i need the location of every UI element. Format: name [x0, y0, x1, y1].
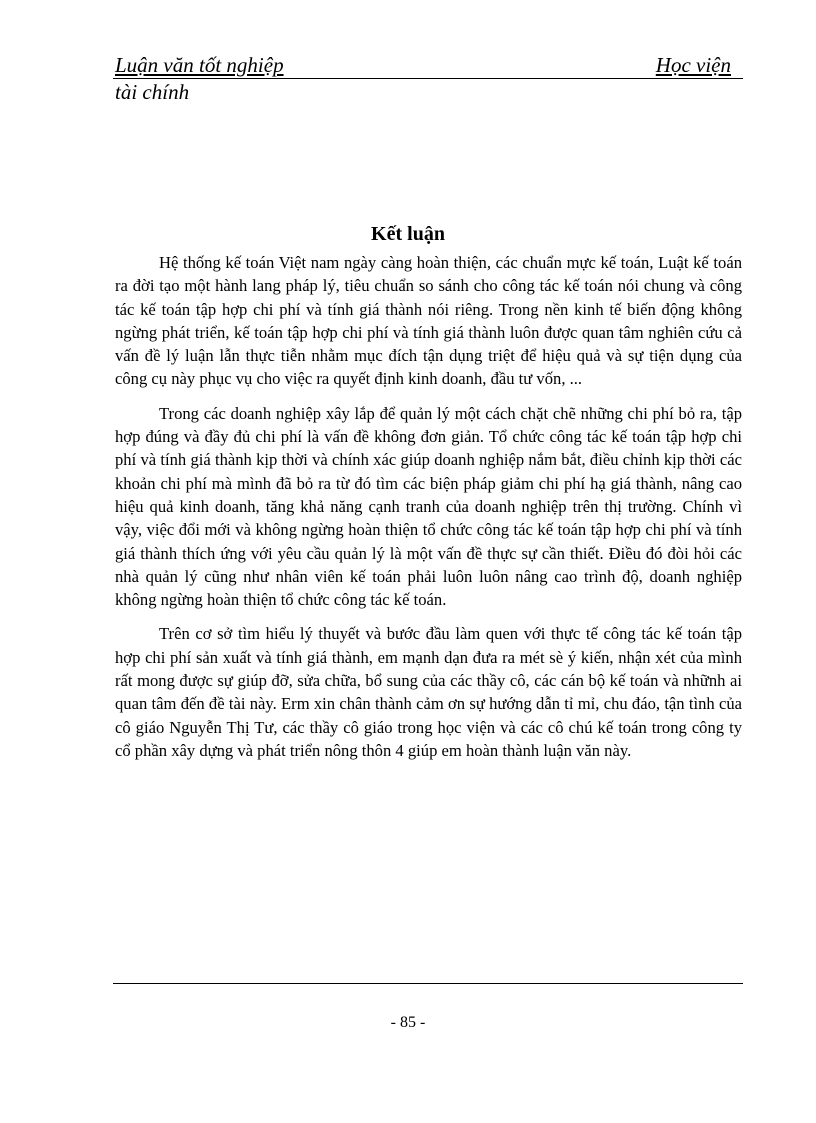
paragraph-1: Hệ thống kế toán Việt nam ngày càng hoàn thiện, các chuẩn mực kế toán, Luật kế toán ra đời tạo một hành lang pháp lý, tiêu chuẩn so sánh cho công tác kế toán nói chung và công tác kế toán tập hợp chi phí và tính giá thành nói riêng. Trong nền kinh tế biến động không ngừng phát triển, kế toán tập hợp chi phí và tính giá thành luôn được quan tâm nghiên cứu cả vấn đề lý luận lẫn thực tiễn nhằm mục đích tận dụng triệt để hiệu quả và sự tiện dụng của công cụ này phục vụ cho việc ra quyết định kinh doanh, đầu tư vốn, ...	[115, 253, 742, 389]
header-line	[113, 52, 743, 79]
header-institution-label: Học viện	[655, 53, 731, 77]
section-title: Kết luận	[371, 223, 445, 245]
footer-divider	[113, 983, 743, 984]
page-header	[113, 52, 743, 105]
paragraph-2: Trong các doanh nghiệp xây lắp để quản lý một cách chặt chẽ những chi phí bỏ ra, tập hợp đúng và đầy đủ chi phí là vấn đề không đơn giản. Tổ chức công tác kế toán tập hợp chi phí và tính giá thành kịp thời và chính xác giúp doanh nghiệp nắm bắt, điều chỉnh kịp thời các khoản chi phí mà mình đã bỏ ra từ đó tìm các biện pháp giảm chi phí hạ giá thành, nâng cao hiệu quả kinh doanh, tăng khả năng cạnh tranh của doanh nghiệp trên thị trường. Chính vì vậy, việc đổi mới và không ngừng hoàn thiện tổ chức công tác kế toán tập hợp chi phí và tính giá thành thích ứng với yêu cầu quản lý là một vấn đề thực sự cần thiết. Điều đó đòi hỏi các nhà quản lý cũng như nhân viên kế toán phải luôn luôn nâng cao trình độ, doanh nghiệp không ngừng hoàn thiện tổ chức công tác kế toán.	[115, 403, 742, 610]
paragraph-3: Trên cơ sở tìm hiểu lý thuyết và bước đầu làm quen với thực tế công tác kế toán tập hợp chi phí sản xuất và tính giá thành, em mạnh dạn đưa ra mét sè ý kiến, nhận xét của mình rất mong được sự giúp đỡ, sửa chữa, bổ sung của các thầy cô, các cán bộ kế toán và nhữnh ai quan tâm đến đề tài này. Erm xin chân thành cảm ơn sự hướng dẫn tỉ mỉ, chu đáo, tận tình của cô giáo Nguyễn Thị Tư, các thầy cô giáo trong học viện và các cô chú kế toán trong công ty cổ phần xây dựng và phát triển nông thôn 4 giúp em hoàn thành luận văn này.	[115, 624, 742, 760]
page-number: - 85 -	[390, 1014, 426, 1031]
header-institution-continued: tài chính	[115, 80, 190, 104]
body-text	[115, 251, 742, 773]
header-thesis-label: Luận văn tốt nghiệp	[115, 53, 284, 77]
